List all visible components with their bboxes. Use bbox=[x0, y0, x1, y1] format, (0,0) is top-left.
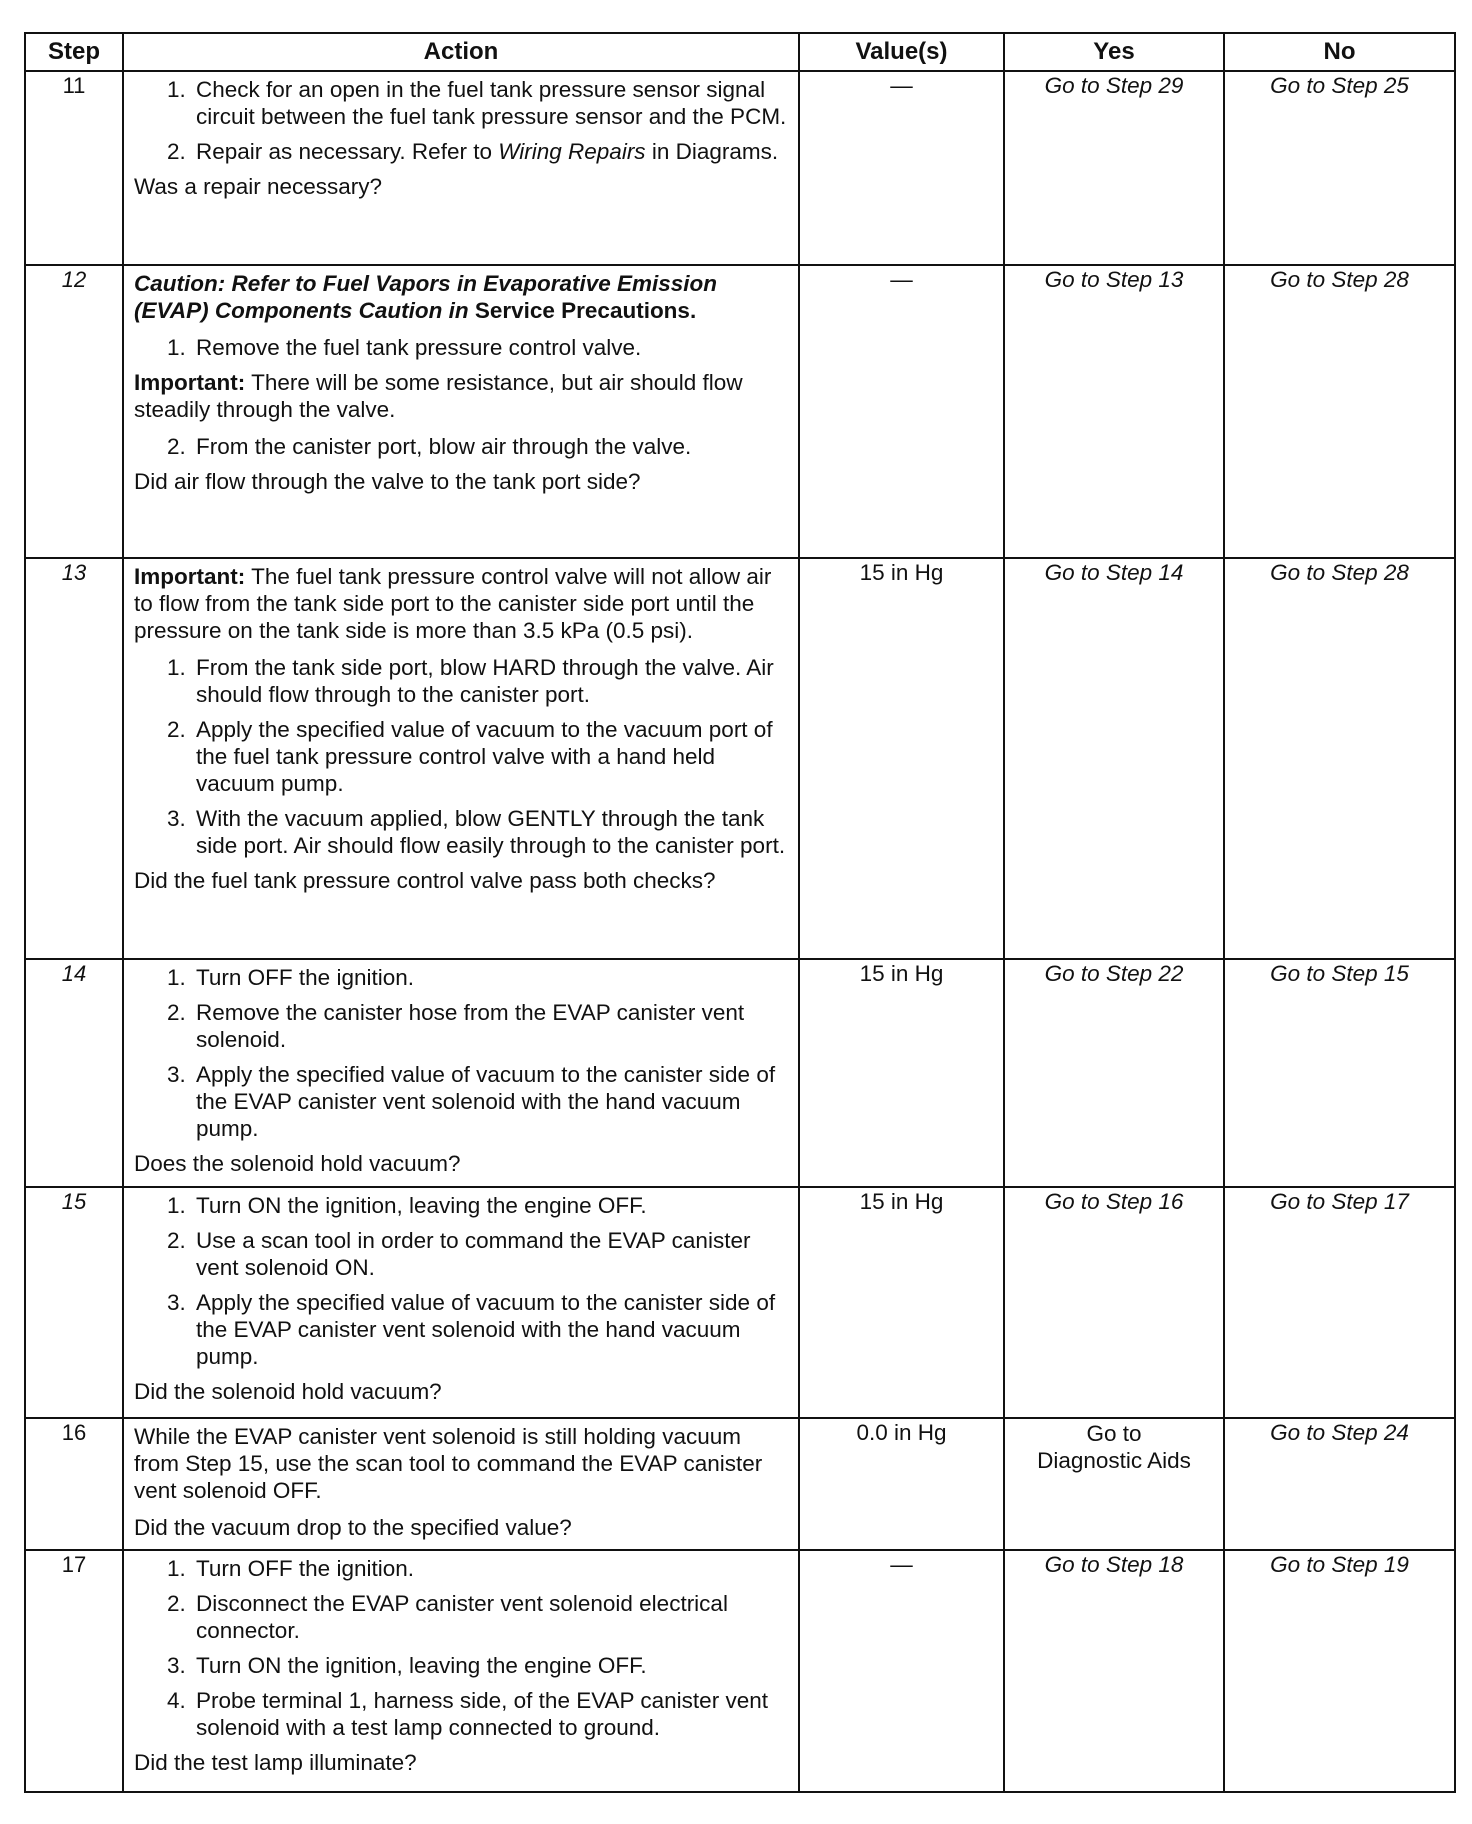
header-yes: Yes bbox=[1004, 33, 1224, 71]
action-step: 2. Repair as necessary. Refer to Wiring Repairs in Diagrams. bbox=[192, 138, 788, 165]
action-step: 2. Disconnect the EVAP canister vent solenoid electrical connector. bbox=[192, 1590, 788, 1644]
action-steps bbox=[134, 1555, 788, 1741]
action-step: 1. Check for an open in the fuel tank pressure sensor signal circuit between the fuel tank pressure sensor and the PCM. bbox=[192, 76, 788, 130]
action-steps bbox=[134, 433, 788, 460]
action-steps bbox=[134, 76, 788, 165]
no-cell: Go to Step 17 bbox=[1224, 1187, 1455, 1418]
action-step: 1. Turn ON the ignition, leaving the engine OFF. bbox=[192, 1192, 788, 1219]
action-cell bbox=[123, 265, 799, 558]
value-cell: — bbox=[799, 71, 1004, 265]
action-step: 2. Use a scan tool in order to command the EVAP canister vent solenoid ON. bbox=[192, 1227, 788, 1281]
action-step: 1. Remove the fuel tank pressure control valve. bbox=[192, 334, 788, 361]
table-row-step-15 bbox=[25, 1187, 1455, 1418]
action-cell bbox=[123, 959, 799, 1187]
action-step: 2. Apply the specified value of vacuum to the vacuum port of the fuel tank pressure control valve with a hand held vacuum pump. bbox=[192, 716, 788, 797]
yes-cell: Go to Step 29 bbox=[1004, 71, 1224, 265]
yes-cell: Go to Step 18 bbox=[1004, 1550, 1224, 1792]
yes-cell: Go to Diagnostic Aids bbox=[1004, 1418, 1224, 1550]
diagnostic-table-document bbox=[24, 32, 1454, 1793]
header-action: Action bbox=[123, 33, 799, 71]
value-cell: 15 in Hg bbox=[799, 558, 1004, 959]
action-step: 1. Turn OFF the ignition. bbox=[192, 964, 788, 991]
action-cell bbox=[123, 1418, 799, 1550]
no-cell: Go to Step 28 bbox=[1224, 265, 1455, 558]
step-number: 17 bbox=[25, 1550, 123, 1792]
action-steps bbox=[134, 654, 788, 859]
value-cell: 0.0 in Hg bbox=[799, 1418, 1004, 1550]
yes-cell: Go to Step 14 bbox=[1004, 558, 1224, 959]
action-cell bbox=[123, 1550, 799, 1792]
table-row-step-16 bbox=[25, 1418, 1455, 1550]
step-number: 13 bbox=[25, 558, 123, 959]
header-no: No bbox=[1224, 33, 1455, 71]
table-row-step-12 bbox=[25, 265, 1455, 558]
table-row-step-17 bbox=[25, 1550, 1455, 1792]
important-note: Important: The fuel tank pressure control valve will not allow air to flow from the tank side port to the canister side port until the pressure on the tank side is more than 3.5 kPa (0.5 psi). bbox=[134, 564, 772, 643]
yes-cell: Go to Step 13 bbox=[1004, 265, 1224, 558]
no-cell: Go to Step 15 bbox=[1224, 959, 1455, 1187]
action-step: 2. Remove the canister hose from the EVAP canister vent solenoid. bbox=[192, 999, 788, 1053]
header-values: Value(s) bbox=[799, 33, 1004, 71]
caution-note: Caution: Refer to Fuel Vapors in Evaporative Emission (EVAP) Components Caution in Service Precautions. bbox=[134, 271, 718, 323]
action-steps bbox=[134, 334, 788, 361]
action-step: 3. Apply the specified value of vacuum to the canister side of the EVAP canister vent solenoid with the hand vacuum pump. bbox=[192, 1289, 788, 1370]
action-question: Did the solenoid hold vacuum? bbox=[134, 1379, 442, 1404]
value-cell: 15 in Hg bbox=[799, 959, 1004, 1187]
action-step: 3. Turn ON the ignition, leaving the engine OFF. bbox=[192, 1652, 788, 1679]
action-steps bbox=[134, 1192, 788, 1370]
action-cell bbox=[123, 558, 799, 959]
step-number: 12 bbox=[25, 265, 123, 558]
value-cell: 15 in Hg bbox=[799, 1187, 1004, 1418]
action-step: 3. With the vacuum applied, blow GENTLY through the tank side port. Air should flow easily through to the canister port. bbox=[192, 805, 788, 859]
table-row-step-14 bbox=[25, 959, 1455, 1187]
no-cell: Go to Step 25 bbox=[1224, 71, 1455, 265]
action-cell bbox=[123, 1187, 799, 1418]
step-number: 11 bbox=[25, 71, 123, 265]
action-question: Did the fuel tank pressure control valve pass both checks? bbox=[134, 868, 716, 893]
step-number: 16 bbox=[25, 1418, 123, 1550]
yes-cell: Go to Step 22 bbox=[1004, 959, 1224, 1187]
action-step: 1. Turn OFF the ignition. bbox=[192, 1555, 788, 1582]
action-question: Does the solenoid hold vacuum? bbox=[134, 1151, 461, 1176]
yes-cell: Go to Step 16 bbox=[1004, 1187, 1224, 1418]
table-row-step-13 bbox=[25, 558, 1455, 959]
header-row bbox=[25, 33, 1455, 71]
action-text: While the EVAP canister vent solenoid is still holding vacuum from Step 15, use the scan tool to command the EVAP canister vent solenoid OFF. bbox=[134, 1424, 763, 1503]
header-step: Step bbox=[25, 33, 123, 71]
step-number: 14 bbox=[25, 959, 123, 1187]
value-cell: — bbox=[799, 265, 1004, 558]
no-cell: Go to Step 28 bbox=[1224, 558, 1455, 959]
diagnostic-table bbox=[24, 32, 1456, 1793]
action-question: Did air flow through the valve to the tank port side? bbox=[134, 469, 641, 494]
no-cell: Go to Step 19 bbox=[1224, 1550, 1455, 1792]
action-question: Was a repair necessary? bbox=[134, 174, 383, 199]
action-step: 2. From the canister port, blow air through the valve. bbox=[192, 433, 788, 460]
action-question: Did the test lamp illuminate? bbox=[134, 1750, 417, 1775]
important-note: Important: There will be some resistance, but air should flow steadily through the valve. bbox=[134, 370, 743, 422]
table-row-step-11 bbox=[25, 71, 1455, 265]
action-step: 4. Probe terminal 1, harness side, of the EVAP canister vent solenoid with a test lamp connected to ground. bbox=[192, 1687, 788, 1741]
action-steps bbox=[134, 964, 788, 1142]
value-cell: — bbox=[799, 1550, 1004, 1792]
reference-link-text: Wiring Repairs bbox=[498, 139, 646, 164]
no-cell: Go to Step 24 bbox=[1224, 1418, 1455, 1550]
step-number: 15 bbox=[25, 1187, 123, 1418]
action-step: 1. From the tank side port, blow HARD through the valve. Air should flow through to the canister port. bbox=[192, 654, 788, 708]
action-step: 3. Apply the specified value of vacuum to the canister side of the EVAP canister vent solenoid with the hand vacuum pump. bbox=[192, 1061, 788, 1142]
action-question: Did the vacuum drop to the specified value? bbox=[134, 1515, 572, 1540]
action-cell bbox=[123, 71, 799, 265]
